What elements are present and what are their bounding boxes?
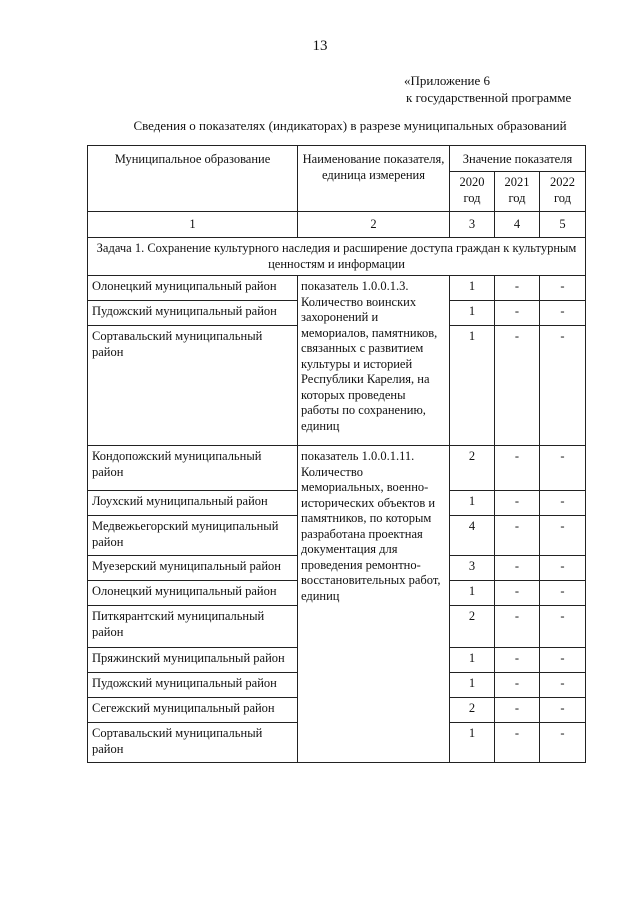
value-2020-cell: 2 [450,446,495,491]
municipality-cell: Сортавальский муниципальный район [88,326,298,446]
value-2022-cell: - [540,446,586,491]
value-2020-cell: 1 [450,326,495,446]
header-year-2021: 2021 год [495,172,540,212]
table-row [88,276,586,301]
value-2022-cell: - [540,516,586,556]
page-number: 13 [312,38,328,54]
column-number: 5 [540,212,586,238]
column-number: 3 [450,212,495,238]
municipality-cell: Муезерский муниципальный район [88,556,298,581]
value-2020-cell: 1 [450,723,495,763]
municipality-cell: Олонецкий муниципальный район [88,581,298,606]
indicators-table [87,145,586,763]
value-2022-cell: - [540,673,586,698]
value-2022-cell: - [540,491,586,516]
value-2020-cell: 1 [450,673,495,698]
municipality-cell: Пудожский муниципальный район [88,673,298,698]
value-2021-cell: - [495,673,540,698]
value-2021-cell: - [495,491,540,516]
task-row [88,238,586,276]
task-title: Задача 1. Сохранение культурного наследия и расширение доступа граждан к культурным ценностям и информации [88,238,586,276]
header-year-2022: 2022 год [540,172,586,212]
header-indicator: Наименование показателя, единица измерения [298,146,450,212]
value-2020-cell: 1 [450,491,495,516]
value-2021-cell: - [495,556,540,581]
indicator-cell: показатель 1.0.0.1.3. Количество воинских захоронений и мемориалов, памятников, связанных с развитием культуры и историей Республики Карелия, на которых проведены работы по сохранению, единиц [298,276,450,446]
value-2021-cell: - [495,648,540,673]
value-2022-cell: - [540,556,586,581]
value-2020-cell: 1 [450,648,495,673]
value-2020-cell: 3 [450,556,495,581]
appendix-label [400,72,571,106]
value-2021-cell: - [495,581,540,606]
municipality-cell: Пудожский муниципальный район [88,301,298,326]
column-number: 2 [298,212,450,238]
value-2022-cell: - [540,581,586,606]
value-2021-cell: - [495,516,540,556]
value-2022-cell: - [540,276,586,301]
value-2022-cell: - [540,723,586,763]
municipality-cell: Олонецкий муниципальный район [88,276,298,301]
value-2022-cell: - [540,698,586,723]
table-row [88,446,586,491]
value-2020-cell: 1 [450,581,495,606]
column-number: 1 [88,212,298,238]
column-numbers-row [88,212,586,238]
value-2020-cell: 1 [450,276,495,301]
document-title: Сведения о показателях (индикаторах) в разрезе муниципальных образований [133,118,567,133]
value-2022-cell: - [540,606,586,648]
value-2020-cell: 2 [450,698,495,723]
value-2021-cell: - [495,301,540,326]
municipality-cell: Лоухский муниципальный район [88,491,298,516]
value-2022-cell: - [540,326,586,446]
column-number: 4 [495,212,540,238]
value-2020-cell: 4 [450,516,495,556]
appendix-line-2: к государственной программе [406,90,572,105]
value-2021-cell: - [495,276,540,301]
header-value: Значение показателя [450,146,586,172]
municipality-cell: Пряжинский муниципальный район [88,648,298,673]
value-2020-cell: 2 [450,606,495,648]
municipality-cell: Питкярантский муниципальный район [88,606,298,648]
value-2021-cell: - [495,446,540,491]
value-2021-cell: - [495,606,540,648]
value-2022-cell: - [540,301,586,326]
municipality-cell: Кондопожский муниципальный район [88,446,298,491]
value-2021-cell: - [495,698,540,723]
value-2020-cell: 1 [450,301,495,326]
value-2022-cell: - [540,648,586,673]
municipality-cell: Сегежский муниципальный район [88,698,298,723]
municipality-cell: Сортавальский муниципальный район [88,723,298,763]
value-2021-cell: - [495,326,540,446]
value-2021-cell: - [495,723,540,763]
header-year-2020: 2020 год [450,172,495,212]
appendix-line-1: «Приложение 6 [404,73,491,88]
municipality-cell: Медвежьегорский муниципальный район [88,516,298,556]
header-municipality: Муниципальное образование [88,146,298,212]
indicator-cell: показатель 1.0.0.1.11. Количество мемориальных, военно-исторических объектов и памятников, по которым разработана проектная документация для проведения ремонтно-восстановительных работ, единиц [298,446,450,763]
